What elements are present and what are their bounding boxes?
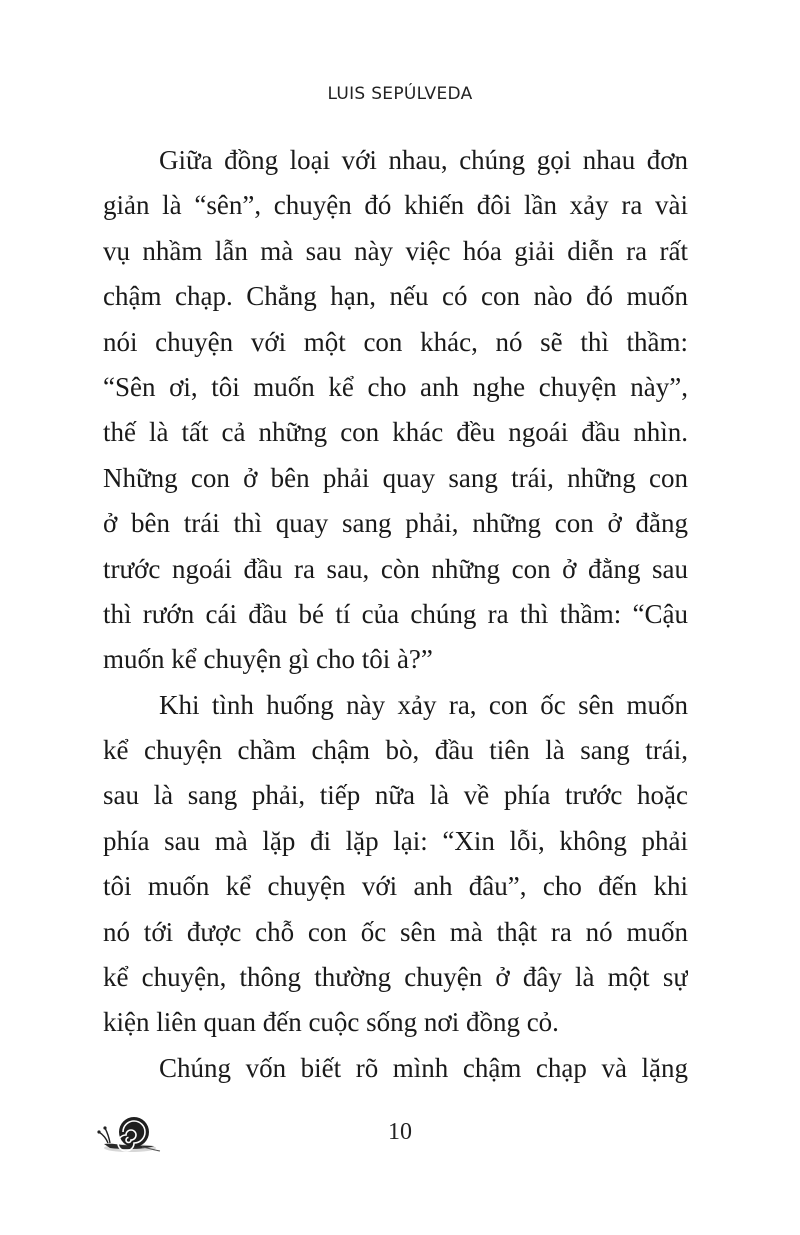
text-line: nó tới được chỗ con ốc sên mà thật ra nó muốn bbox=[103, 916, 688, 947]
text-line: phía sau mà lặp đi lặp lại: “Xin lỗi, không phải bbox=[103, 825, 688, 856]
text-line: Giữa đồng loại với nhau, chúng gọi nhau đơn bbox=[159, 145, 688, 175]
text-line: thế là tất cả những con khác đều ngoái đầu nhìn. bbox=[103, 417, 688, 448]
text-line: tôi muốn kể chuyện với anh đâu”, cho đến khi bbox=[103, 871, 688, 902]
text-line: thì rướn cái đầu bé tí của chúng ra thì thầm: “Cậu bbox=[103, 598, 688, 629]
paragraph bbox=[103, 1046, 688, 1091]
text-line: ở bên trái thì quay sang phải, những con ở đằng bbox=[103, 508, 688, 539]
text-line: Khi tình huống này xảy ra, con ốc sên muốn bbox=[159, 689, 688, 720]
text-line: sau là sang phải, tiếp nữa là về phía trước hoặc bbox=[103, 780, 688, 811]
text-line: chậm chạp. Chẳng hạn, nếu có con nào đó muốn bbox=[103, 281, 688, 312]
text-line: muốn kể chuyện gì cho tôi à?” bbox=[103, 644, 433, 675]
text-line: vụ nhầm lẫn mà sau này việc hóa giải diễn ra rất bbox=[103, 235, 688, 266]
text-line: trước ngoái đầu ra sau, còn những con ở đằng sau bbox=[103, 553, 688, 584]
text-line: kiện liên quan đến cuộc sống nơi đồng cỏ. bbox=[103, 1007, 559, 1038]
text-line: kể chuyện, thông thường chuyện ở đây là một sự bbox=[103, 962, 688, 993]
text-line: Chúng vốn biết rõ mình chậm chạp và lặng bbox=[159, 1052, 688, 1083]
body-text bbox=[103, 138, 688, 1091]
paragraph bbox=[103, 683, 688, 1046]
text-line: nói chuyện với một con khác, nó sẽ thì thầm: bbox=[103, 326, 688, 357]
text-line: kể chuyện chầm chậm bò, đầu tiên là sang trái, bbox=[103, 735, 688, 766]
page-number: 10 bbox=[388, 1119, 412, 1145]
text-line: giản là “sên”, chuyện đó khiến đôi lần xảy ra vài bbox=[103, 190, 688, 221]
paragraph bbox=[103, 138, 688, 683]
text-line: Những con ở bên phải quay sang trái, những con bbox=[103, 462, 688, 493]
text-line: “Sên ơi, tôi muốn kể cho anh nghe chuyện này”, bbox=[103, 371, 688, 402]
running-head-author: LUIS SEPÚLVEDA bbox=[327, 84, 473, 104]
